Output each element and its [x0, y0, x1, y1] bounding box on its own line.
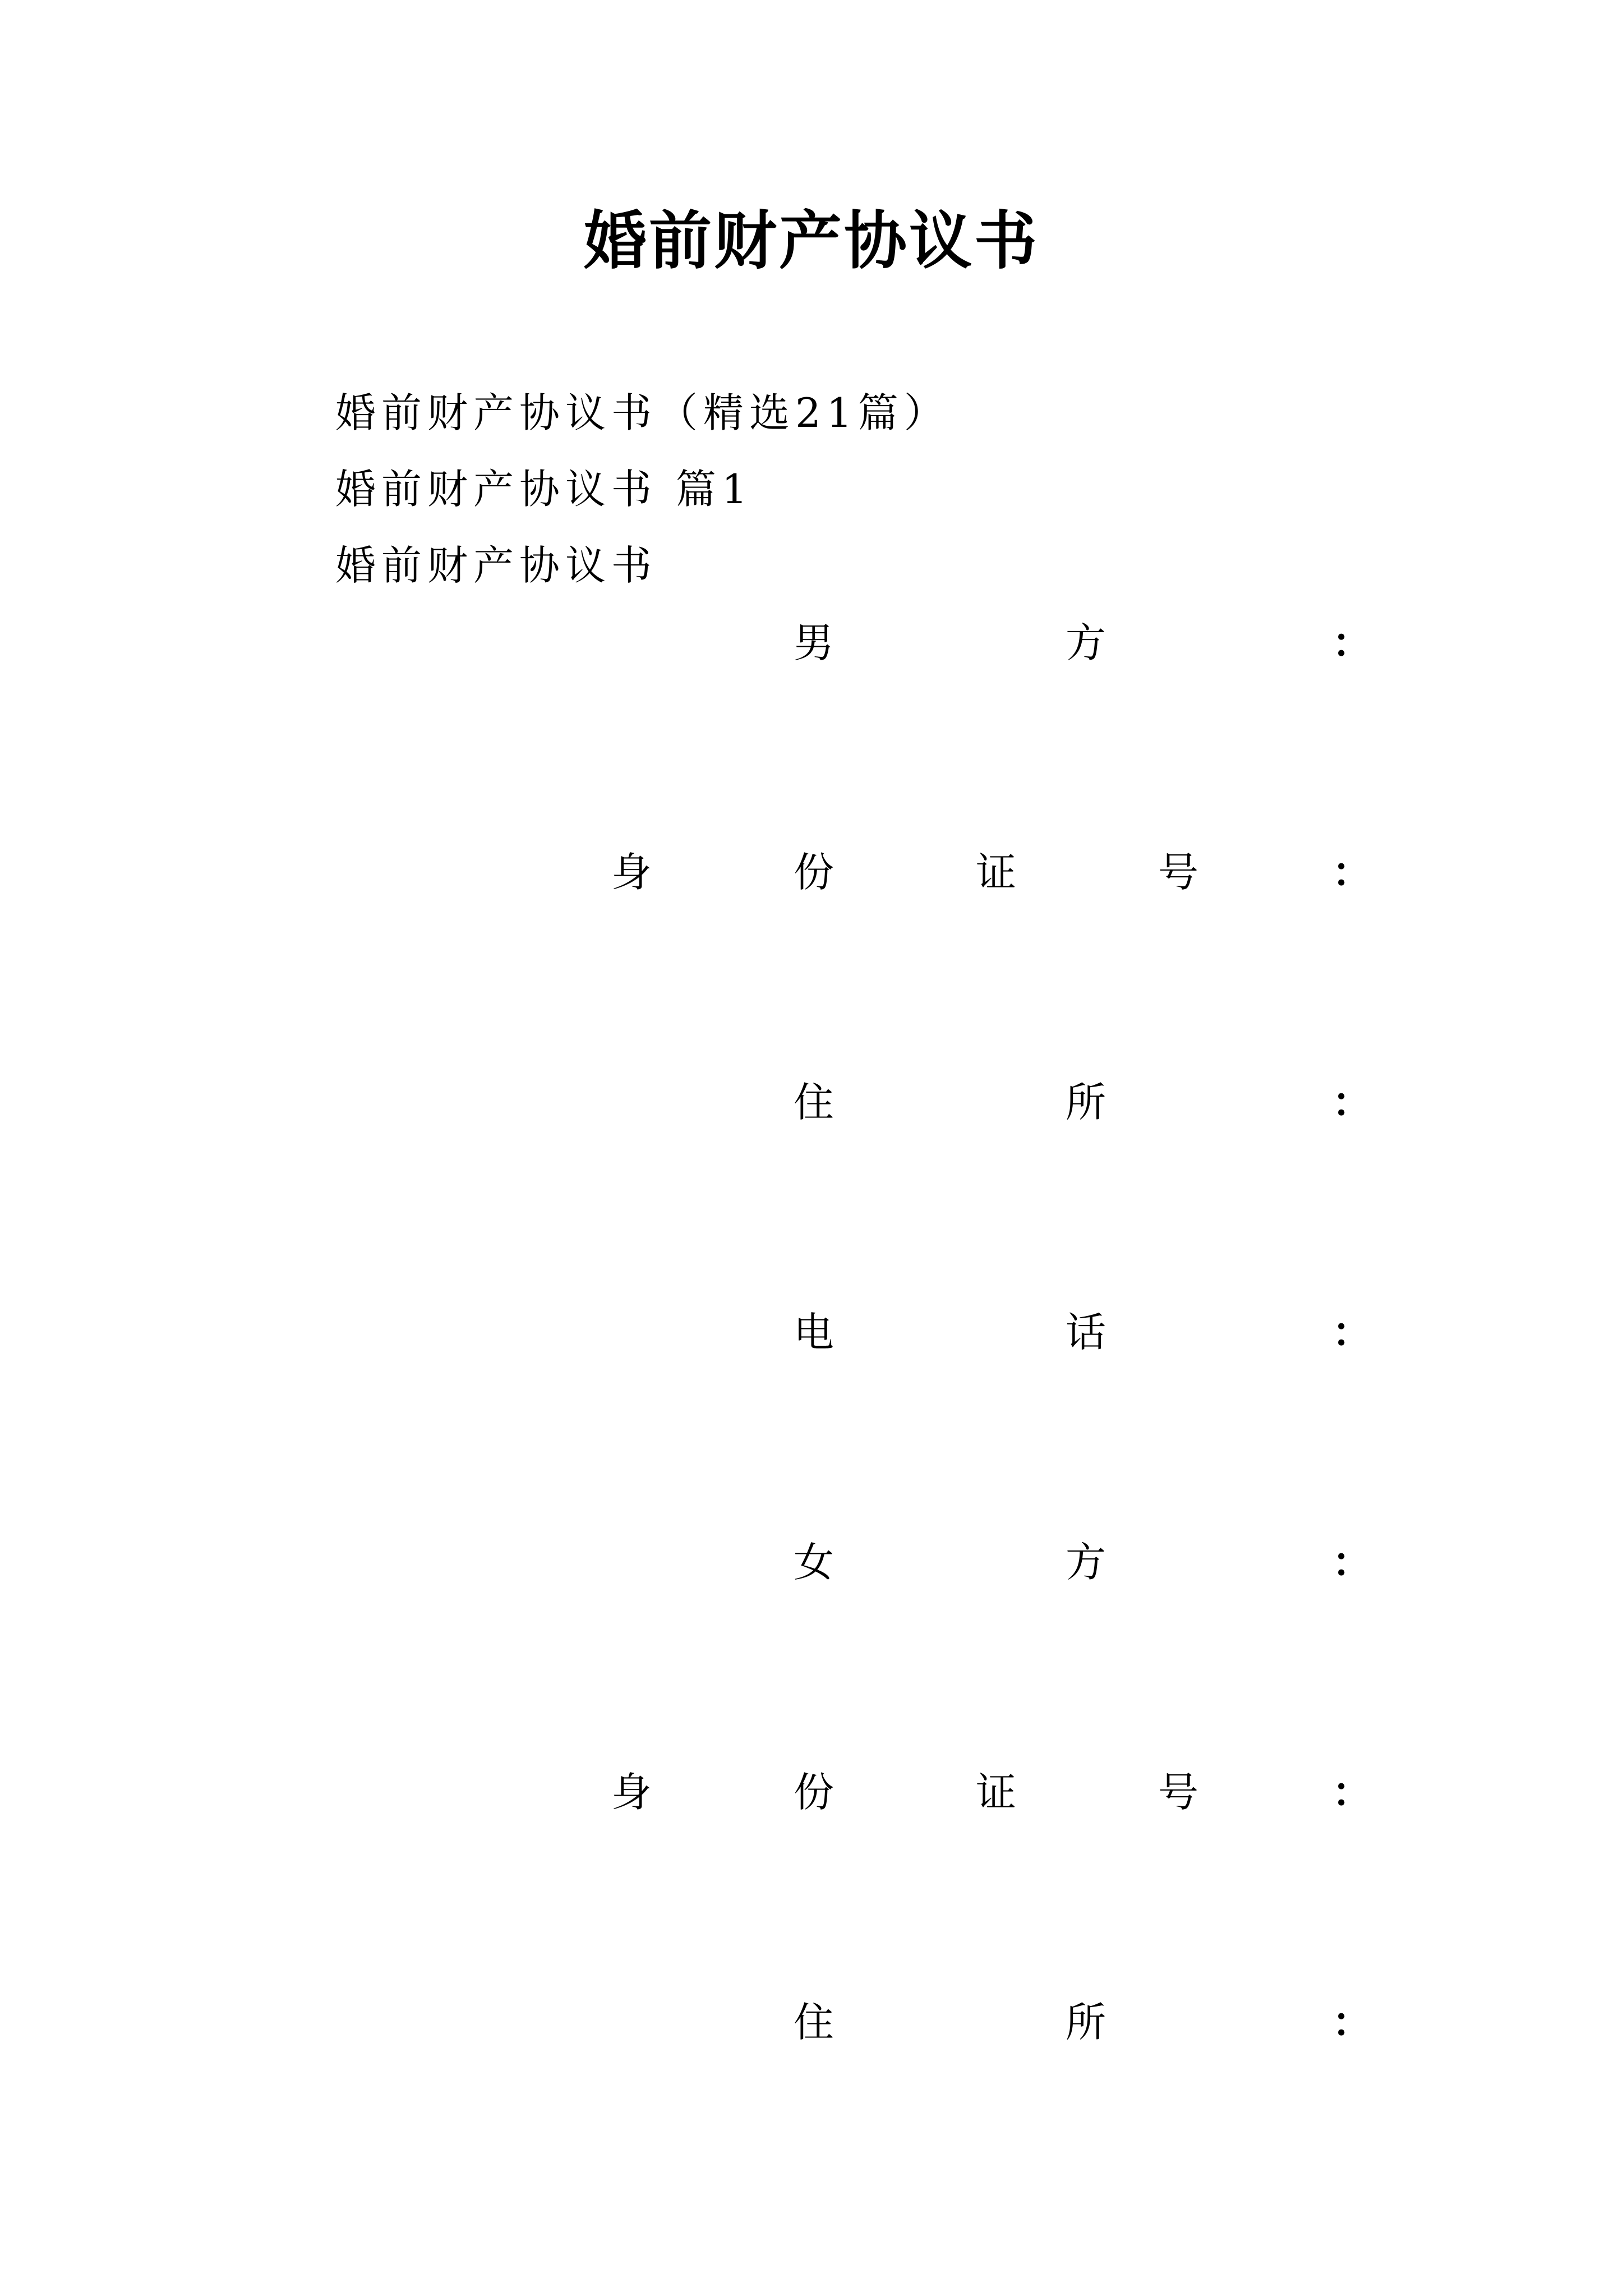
collection-heading: 婚前财产协议书（精选21篇） [335, 389, 950, 436]
field-label-char: 方 [1066, 1539, 1106, 1586]
field-label-char: 住 [794, 1999, 834, 2046]
field-male-address [0, 1074, 1623, 1130]
field-label-char: 份 [794, 1769, 834, 1816]
field-label-char: 所 [1066, 1999, 1106, 2046]
field-label-char: 身 [611, 1769, 652, 1816]
field-colon: ： [1332, 1998, 1373, 2046]
field-colon: ： [1332, 1078, 1373, 1126]
field-label-char: 身 [611, 849, 652, 896]
field-colon: ： [1332, 1538, 1373, 1586]
field-female-address [0, 1994, 1623, 2050]
field-label-char: 话 [1066, 1309, 1106, 1356]
section-heading: 婚前财产协议书 篇1 [335, 466, 753, 513]
agreement-heading: 婚前财产协议书 [335, 542, 658, 589]
field-female-id-number [0, 1764, 1623, 1820]
field-colon: ： [1332, 848, 1373, 896]
document-title: 婚前财产协议书 [584, 204, 1039, 278]
field-label-char: 男 [794, 619, 834, 666]
field-label-char: 住 [794, 1079, 834, 1126]
field-label-char: 方 [1066, 619, 1106, 666]
field-label-char: 证 [976, 1769, 1017, 1816]
field-label-char: 份 [794, 849, 834, 896]
field-label-char: 电 [794, 1309, 834, 1356]
field-colon: ： [1332, 1768, 1373, 1816]
field-label-char: 号 [1158, 849, 1199, 896]
field-male-phone [0, 1304, 1623, 1360]
field-label-char: 号 [1158, 1769, 1199, 1816]
field-label-char: 女 [794, 1539, 834, 1586]
field-colon: ： [1332, 619, 1373, 666]
field-colon: ： [1332, 1308, 1373, 1356]
field-male-party [0, 615, 1623, 671]
field-female-party [0, 1534, 1623, 1590]
field-label-char: 证 [976, 849, 1017, 896]
field-label-char: 所 [1066, 1079, 1106, 1126]
field-male-id-number [0, 844, 1623, 900]
